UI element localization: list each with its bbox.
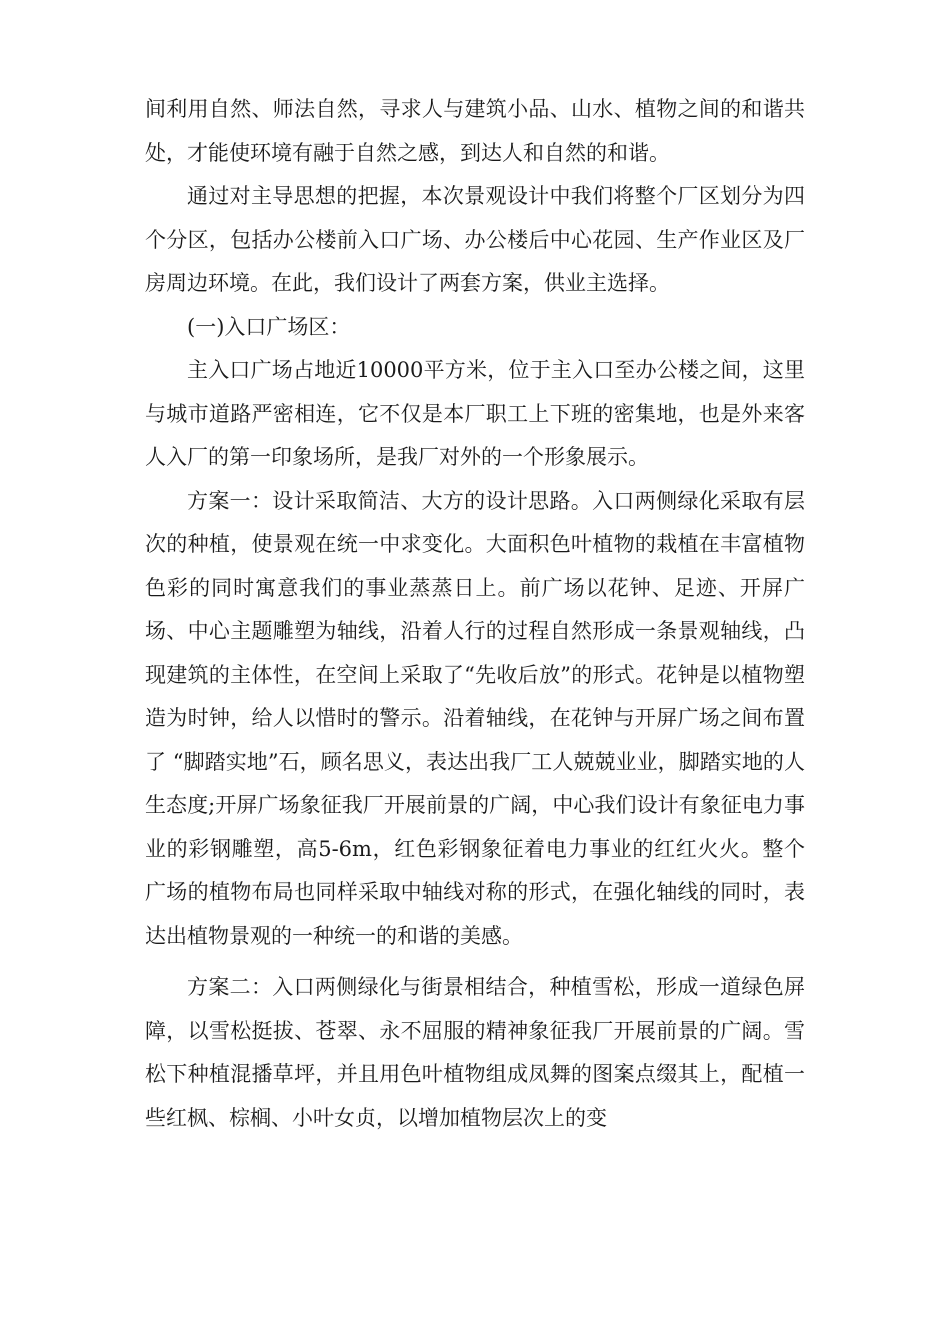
paragraph-plan-one: 方案一：设计采取简洁、大方的设计思路。入口两侧绿化采取有层次的种植，使景观在统一中求变化。大面积色叶植物的栽植在丰富植物色彩的同时寓意我们的事业蒸蒸日上。前广场以花钟、足迹、开屏广场、中心主题雕塑为轴线，沿着人行的过程自然形成一条景观轴线，凸现建筑的主体性，在空间上采取了“先收后放”的形式。花钟是以植物塑造为时钟，给人以惜时的警示。沿着轴线，在花钟与开屏广场之间布置了 “脚踏实地”石，顾名思义，表达出我厂工人兢兢业业，脚踏实地的人生态度;开屏广场象征我厂开展前景的广阔，中心我们设计有象征电力事业的彩钢雕塑，高5-6m，红色彩钢象征着电力事业的红红火火。整个广场的植物布局也同样采取中轴线对称的形式，在强化轴线的同时，表达出植物景观的一种统一的和谐的美感。 bbox=[145, 488, 805, 948]
paragraph-entrance-plaza: 主入口广场占地近10000平方米，位于主入口至办公楼之间，这里与城市道路严密相连，它不仅是本厂职工上下班的密集地，也是外来客人入厂的第一印象场所，是我厂对外的一个形象展示。 bbox=[145, 358, 805, 469]
paragraph-zoning: 通过对主导思想的把握，本次景观设计中我们将整个厂区划分为四个分区，包括办公楼前入口广场、办公楼后中心花园、生产作业区及厂房周边环境。在此，我们设计了两套方案，供业主选择。 bbox=[145, 184, 805, 295]
paragraph-plan-two: 方案二：入口两侧绿化与街景相结合，种植雪松，形成一道绿色屏障，以雪松挺拔、苍翠、永不屈服的精神象征我厂开展前景的广阔。雪松下种植混播草坪，并且用色叶植物组成凤舞的图案点缀其上，配植一些红枫、棕榈、小叶女贞，以增加植物层次上的变 bbox=[145, 975, 805, 1130]
paragraph-continuation: 间利用自然、师法自然，寻求人与建筑小品、山水、植物之间的和谐共处，才能使环境有融于自然之感，到达人和自然的和谐。 bbox=[145, 97, 805, 165]
section-heading-entrance-plaza: (一)入口广场区： bbox=[187, 314, 351, 339]
document-body bbox=[145, 88, 805, 1140]
